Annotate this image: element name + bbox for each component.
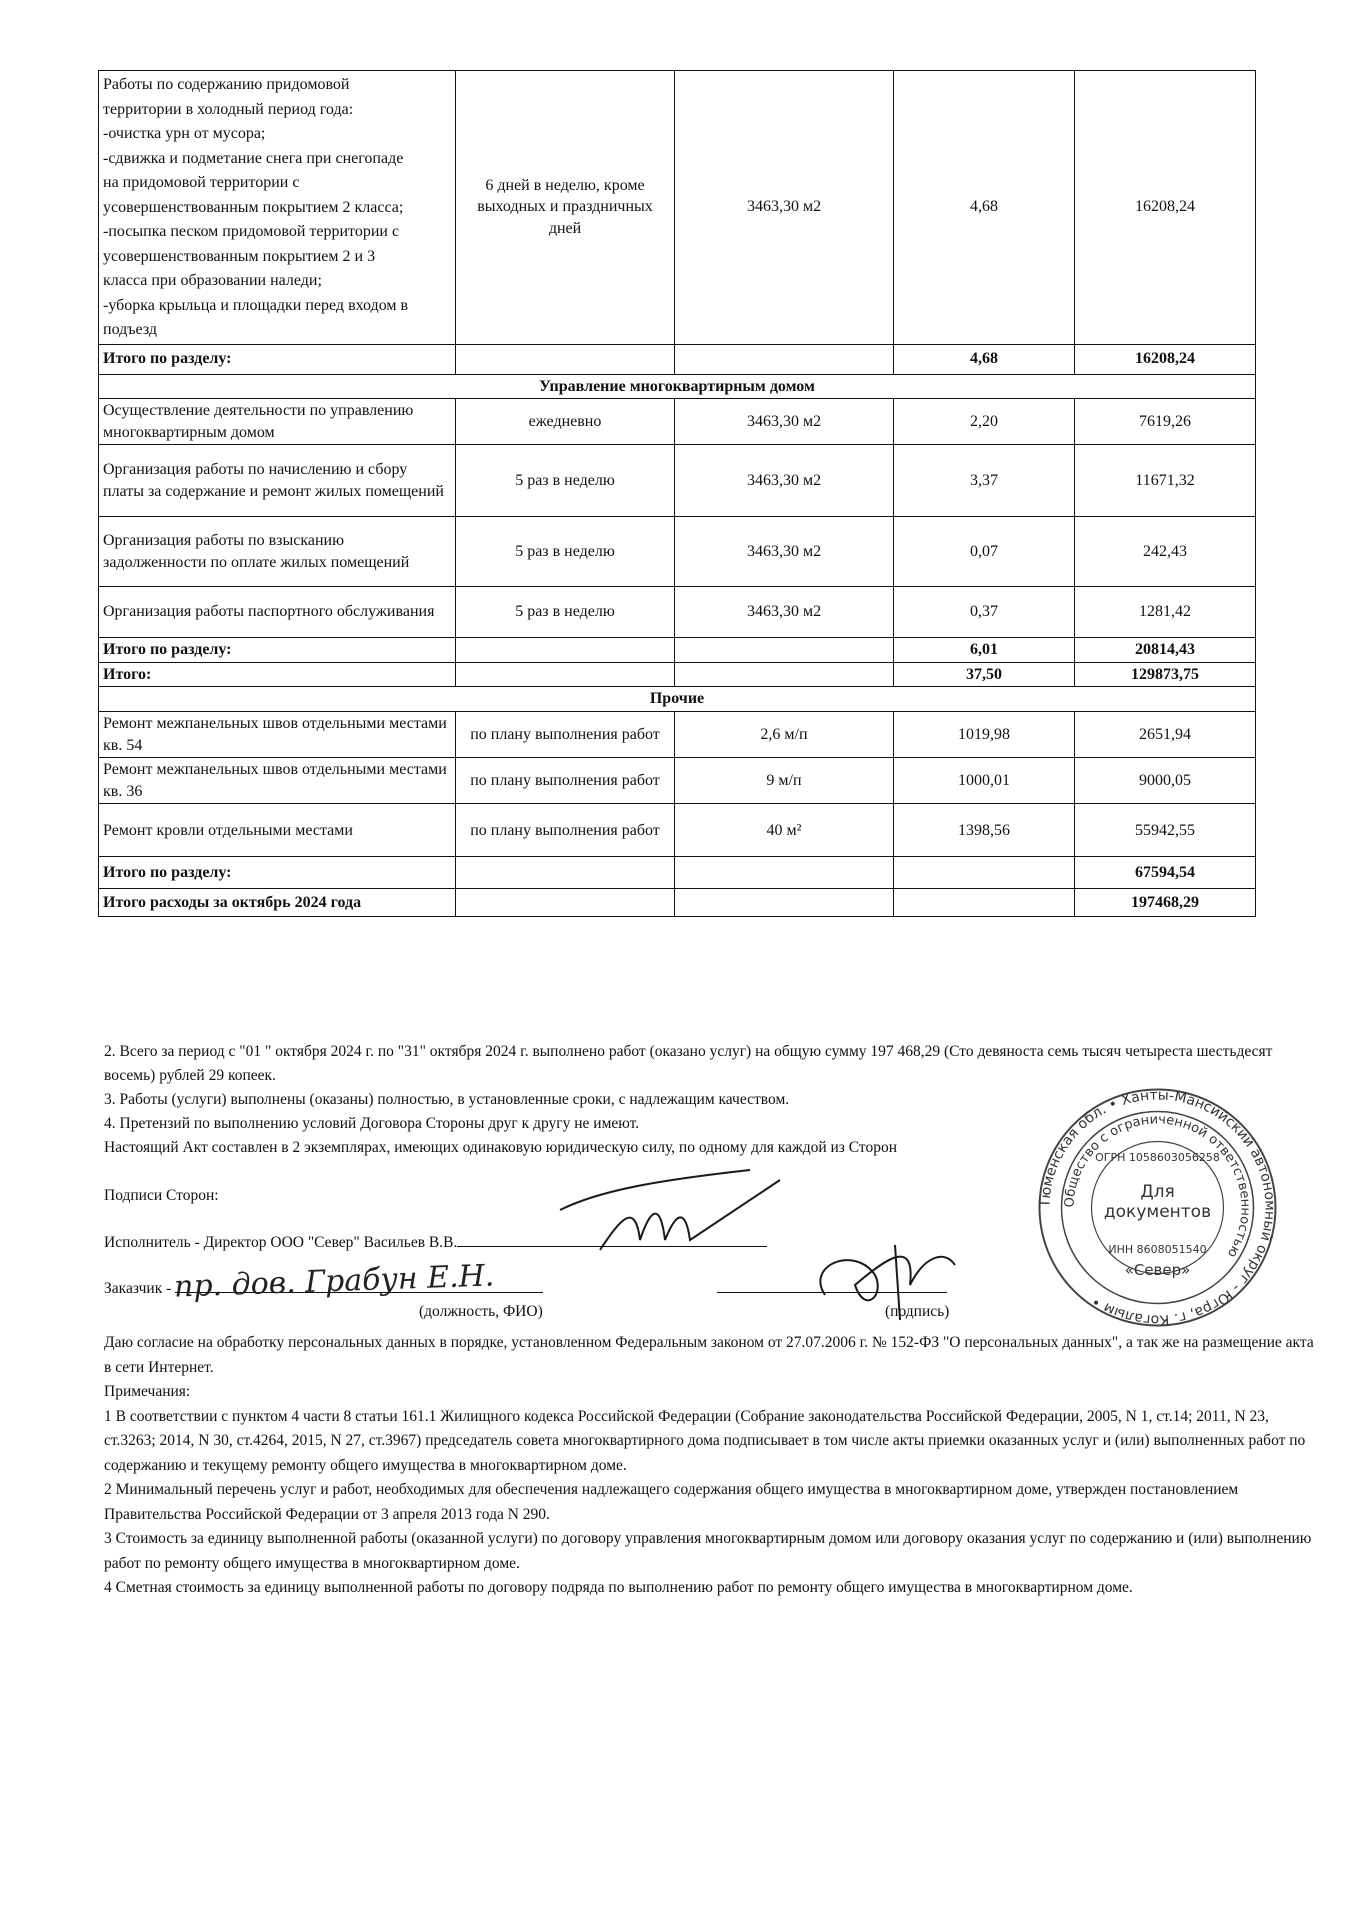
section-header-row (99, 687, 1256, 712)
total-rate: 37,50 (894, 662, 1075, 687)
price-cell: 1019,98 (894, 712, 1075, 758)
frequency-cell: по плану выполнения работ (456, 712, 675, 758)
sum-cell: 11671,32 (1075, 445, 1256, 517)
service-name-cell: Ремонт кровли отдельными местами (99, 804, 456, 857)
price-cell: 1398,56 (894, 804, 1075, 857)
total-sum: 129873,75 (1075, 662, 1256, 687)
area-cell: 3463,30 м2 (675, 445, 894, 517)
subtotal-sum: 67594,54 (1075, 857, 1256, 889)
sum-cell: 7619,26 (1075, 399, 1256, 445)
area-cell: 3463,30 м2 (675, 587, 894, 638)
signature-caption: (подпись) (885, 1303, 950, 1320)
frequency-cell: по плану выполнения работ (456, 758, 675, 804)
subtotal-row (99, 344, 1256, 374)
company-stamp (1035, 1085, 1280, 1330)
rate-cell: 0,37 (894, 587, 1075, 638)
sum-cell: 242,43 (1075, 517, 1256, 587)
table-row (99, 712, 1256, 758)
sum-cell: 16208,24 (1075, 71, 1256, 345)
sum-cell: 9000,05 (1075, 758, 1256, 804)
grand-total-label: Итого расходы за октябрь 2024 года (99, 889, 456, 917)
stamp-company: «Север» (1124, 1261, 1191, 1279)
price-cell: 1000,01 (894, 758, 1075, 804)
statement-quality: 3. Работы (услуги) выполнены (оказаны) полностью, в установленные сроки, с надлежащим качеством. (104, 1091, 790, 1108)
table-row (99, 758, 1256, 804)
section-title-management: Управление многоквартирным домом (99, 374, 1256, 399)
frequency-cell: 6 дней в неделю, кроме выходных и праздничных дней (456, 71, 675, 345)
table-row (99, 804, 1256, 857)
customer-label: Заказчик - (104, 1280, 172, 1297)
note-1: 1 В соответствии с пунктом 4 части 8 статьи 161.1 Жилищного кодекса Российской Федерации (Собрание законодательства Российской Федерации, 2005, N 1, ст.14; 2011, N 23, ст.3263; 2014, N 30, ст.4264, 2015, N 27, ст.3967) председатель совета многоквартирного дома подписывает в том числе акты приемки оказанных услуг и (или) выполненных работ по содержанию и текущему ремонту общего имущества в многоквартирном доме. (104, 1407, 1306, 1474)
note-2: 2 Минимальный перечень услуг и работ, необходимых для обеспечения надлежащего содержания общего имущества в многоквартирном доме, утвержден постановлением Правительства Российской Федерации от 3 апреля 2013 года N 290. (104, 1481, 1239, 1523)
customer-handwritten-position: пр. дов. Грабун Е.Н. (173, 1258, 495, 1305)
sum-cell: 1281,42 (1075, 587, 1256, 638)
rate-cell: 4,68 (894, 71, 1075, 345)
subtotal-sum: 20814,43 (1075, 638, 1256, 663)
grand-total-sum: 197468,29 (1075, 889, 1256, 917)
table-row (99, 517, 1256, 587)
section-title-other: Прочие (99, 687, 1256, 712)
quantity-cell: 40 м² (675, 804, 894, 857)
table-row (99, 399, 1256, 445)
subtotal-row (99, 857, 1256, 889)
service-name-cell: Организация работы по взысканию задолженности по оплате жилых помещений (99, 517, 456, 587)
service-name-cell: Ремонт межпанельных швов отдельными местами кв. 36 (99, 758, 456, 804)
rate-cell: 0,07 (894, 517, 1075, 587)
customer-signature (795, 1225, 975, 1325)
statement-total-sum: 2. Всего за период с "01 " октября 2024 г. по "31" октября 2024 г. выполнено работ (оказано услуг) на общую сумму 197 468,29 (Сто девяноста семь тысяч четыреста шестьдесят восемь) рублей 29 копеек. (104, 1043, 1273, 1084)
notes-section (104, 1331, 1314, 1601)
consent-text: Даю согласие на обработку персональных данных в порядке, установленном Федеральным законом от 27.07.2006 г. № 152-ФЗ "О персональных данных", а так же на размещение акта в сети Интернет. (104, 1334, 1314, 1376)
work-description-cell: Работы по содержанию придомовой территории в холодный период года: -очистка урн от мусора; -сдвижка и подметание снега при снегопаде на придомовой территории с усовершенствованным покрытием 2 класса; -посыпка песком придомовой территории с усовершенствованным покрытием 2 и 3 класса при образовании наледи; -уборка крыльца и площадки перед входом в подъезд (99, 71, 456, 345)
subtotal-label: Итого по разделу: (99, 857, 456, 889)
area-cell: 3463,30 м2 (675, 71, 894, 345)
executor-label: Исполнитель - Директор ООО "Север" Васильев В.В. (104, 1234, 458, 1251)
total-row (99, 662, 1256, 687)
subtotal-label: Итого по разделу: (99, 344, 456, 374)
service-name-cell: Осуществление деятельности по управлению многоквартирным домом (99, 399, 456, 445)
executor-signature (540, 1160, 800, 1270)
statement-no-claims: 4. Претензий по выполнению условий Договора Стороны друг к другу не имеют. (104, 1115, 640, 1132)
grand-total-row (99, 889, 1256, 917)
sum-cell: 2651,94 (1075, 712, 1256, 758)
frequency-cell: 5 раз в неделю (456, 445, 675, 517)
note-3: 3 Стоимость за единицу выполненной работы (оказанной услуги) по договору управления многоквартирным домом или договору оказания услуг по содержанию и (или) выполнению работ по ремонту общего имущества в многоквартирном доме. (104, 1530, 1312, 1572)
subtotal-row (99, 638, 1256, 663)
stamp-inner-text: Общество с ограниченной ответственностью (1062, 1112, 1253, 1260)
stamp-center-line1: Для (1140, 1182, 1175, 1202)
service-name-cell: Ремонт межпанельных швов отдельными местами кв. 54 (99, 712, 456, 758)
total-label: Итого: (99, 662, 456, 687)
frequency-cell: по плану выполнения работ (456, 804, 675, 857)
statement-copies: Настоящий Акт составлен в 2 экземплярах, имеющих одинаковую юридическую силу, по одному для каждой из Сторон (104, 1139, 898, 1156)
frequency-cell: ежедневно (456, 399, 675, 445)
table-row (99, 587, 1256, 638)
service-name-cell: Организация работы паспортного обслуживания (99, 587, 456, 638)
section-header-row (99, 374, 1256, 399)
rate-cell: 3,37 (894, 445, 1075, 517)
expenses-table (98, 70, 1256, 917)
area-cell: 3463,30 м2 (675, 399, 894, 445)
quantity-cell: 2,6 м/п (675, 712, 894, 758)
stamp-inn: ИНН 8608051540 (1108, 1243, 1207, 1256)
frequency-cell: 5 раз в неделю (456, 587, 675, 638)
frequency-cell: 5 раз в неделю (456, 517, 675, 587)
service-name-cell: Организация работы по начислению и сбору платы за содержание и ремонт жилых помещений (99, 445, 456, 517)
quantity-cell: 9 м/п (675, 758, 894, 804)
table-row (99, 71, 1256, 345)
note-4: 4 Сметная стоимость за единицу выполненной работы по договору подряда по выполнению работ по ремонту общего имущества в многоквартирном доме. (104, 1579, 1133, 1596)
subtotal-sum: 16208,24 (1075, 344, 1256, 374)
position-caption: (должность, ФИО) (419, 1303, 543, 1320)
stamp-outer-text: Тюменская обл. • Ханты-Мансийский автономный округ - Югра, г. Когалым • (1037, 1087, 1278, 1328)
signatures-title: Подписи Сторон: (104, 1187, 219, 1204)
rate-cell: 2,20 (894, 399, 1075, 445)
table-row (99, 445, 1256, 517)
area-cell: 3463,30 м2 (675, 517, 894, 587)
stamp-ogrn: ОГРН 1058603056258 (1095, 1151, 1220, 1164)
sum-cell: 55942,55 (1075, 804, 1256, 857)
subtotal-rate: 6,01 (894, 638, 1075, 663)
subtotal-rate: 4,68 (894, 344, 1075, 374)
subtotal-label: Итого по разделу: (99, 638, 456, 663)
notes-title: Примечания: (104, 1383, 191, 1400)
stamp-center-line2: документов (1103, 1202, 1212, 1222)
